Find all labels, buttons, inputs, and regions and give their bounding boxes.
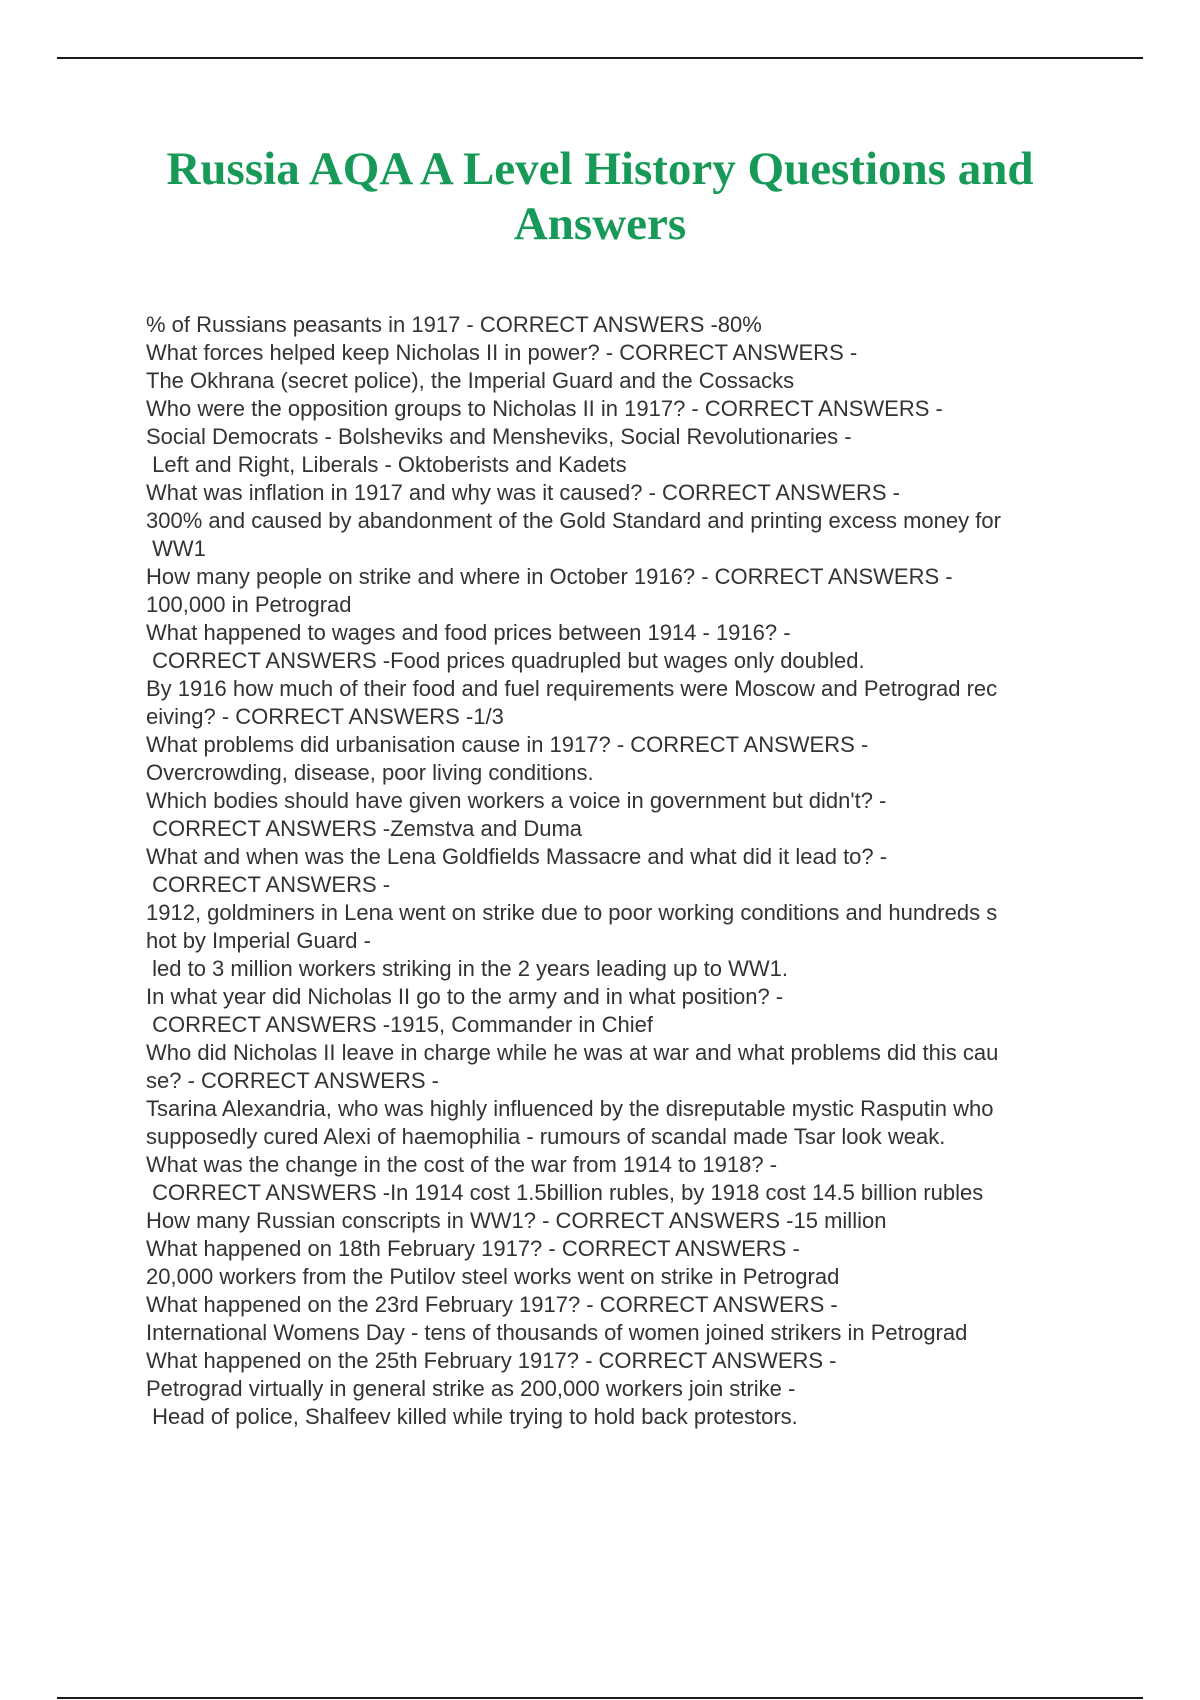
text-line: eiving? - CORRECT ANSWERS -1/3 — [146, 704, 504, 729]
text-line: 20,000 workers from the Putilov steel works went on strike in Petrograd — [146, 1264, 840, 1289]
text-line: Who did Nicholas II leave in charge while he was at war and what problems did this cau — [146, 1040, 999, 1065]
text-line: Tsarina Alexandria, who was highly influenced by the disreputable mystic Rasputin who — [146, 1096, 994, 1121]
text-line: Head of police, Shalfeev killed while trying to hold back protestors. — [146, 1404, 798, 1429]
text-line: Who were the opposition groups to Nicholas II in 1917? - CORRECT ANSWERS - — [146, 396, 943, 421]
text-line: What forces helped keep Nicholas II in power? - CORRECT ANSWERS - — [146, 340, 858, 365]
text-line: supposedly cured Alexi of haemophilia - rumours of scandal made Tsar look weak. — [146, 1124, 946, 1149]
text-line: The Okhrana (secret police), the Imperial Guard and the Cossacks — [146, 368, 795, 393]
text-line: Left and Right, Liberals - Oktoberists and Kadets — [146, 452, 627, 477]
text-line: What problems did urbanisation cause in 1917? - CORRECT ANSWERS - — [146, 732, 869, 757]
text-line: Petrograd virtually in general strike as 200,000 workers join strike - — [146, 1376, 796, 1401]
text-line: 300% and caused by abandonment of the Gold Standard and printing excess money for — [146, 508, 1001, 533]
text-line: By 1916 how much of their food and fuel requirements were Moscow and Petrograd rec — [146, 676, 998, 701]
text-line: Social Democrats - Bolsheviks and Mensheviks, Social Revolutionaries - — [146, 424, 852, 449]
text-line: CORRECT ANSWERS - — [146, 872, 391, 897]
text-line: CORRECT ANSWERS -Zemstva and Duma — [146, 816, 583, 841]
text-line: What happened on the 23rd February 1917? - CORRECT ANSWERS - — [146, 1292, 838, 1317]
text-line: What happened on 18th February 1917? - CORRECT ANSWERS - — [146, 1236, 800, 1261]
text-line: What and when was the Lena Goldfields Massacre and what did it lead to? - — [146, 844, 888, 869]
text-line: % of Russians peasants in 1917 - CORRECT ANSWERS -80% — [146, 312, 762, 337]
top-rule — [57, 57, 1143, 59]
text-line: How many Russian conscripts in WW1? - CORRECT ANSWERS -15 million — [146, 1208, 887, 1233]
bottom-rule — [57, 1697, 1143, 1699]
text-line: se? - CORRECT ANSWERS - — [146, 1068, 439, 1093]
text-line: How many people on strike and where in October 1916? - CORRECT ANSWERS - — [146, 564, 953, 589]
text-line: What happened on the 25th February 1917? - CORRECT ANSWERS - — [146, 1348, 837, 1373]
text-line: Which bodies should have given workers a voice in government but didn't? - — [146, 788, 887, 813]
text-line: CORRECT ANSWERS -Food prices quadrupled but wages only doubled. — [146, 648, 865, 673]
text-line: What happened to wages and food prices between 1914 - 1916? - — [146, 620, 791, 645]
document-title: Russia AQA A Level History Questions and Answers — [166, 143, 1034, 250]
text-line: 100,000 in Petrograd — [146, 592, 352, 617]
text-line: led to 3 million workers striking in the 2 years leading up to WW1. — [146, 956, 788, 981]
text-line: hot by Imperial Guard - — [146, 928, 371, 953]
text-line: International Womens Day - tens of thousands of women joined strikers in Petrograd — [146, 1320, 968, 1345]
text-line: CORRECT ANSWERS -1915, Commander in Chief — [146, 1012, 653, 1037]
text-line: Overcrowding, disease, poor living conditions. — [146, 760, 594, 785]
text-line: CORRECT ANSWERS -In 1914 cost 1.5billion rubles, by 1918 cost 14.5 billion rubles — [146, 1180, 984, 1205]
text-line: 1912, goldminers in Lena went on strike due to poor working conditions and hundreds s — [146, 900, 998, 925]
text-line: What was inflation in 1917 and why was it caused? - CORRECT ANSWERS - — [146, 480, 901, 505]
text-line: In what year did Nicholas II go to the army and in what position? - — [146, 984, 784, 1009]
text-line: What was the change in the cost of the war from 1914 to 1918? - — [146, 1152, 778, 1177]
document-body — [146, 311, 1096, 1431]
text-line: WW1 — [146, 536, 206, 561]
